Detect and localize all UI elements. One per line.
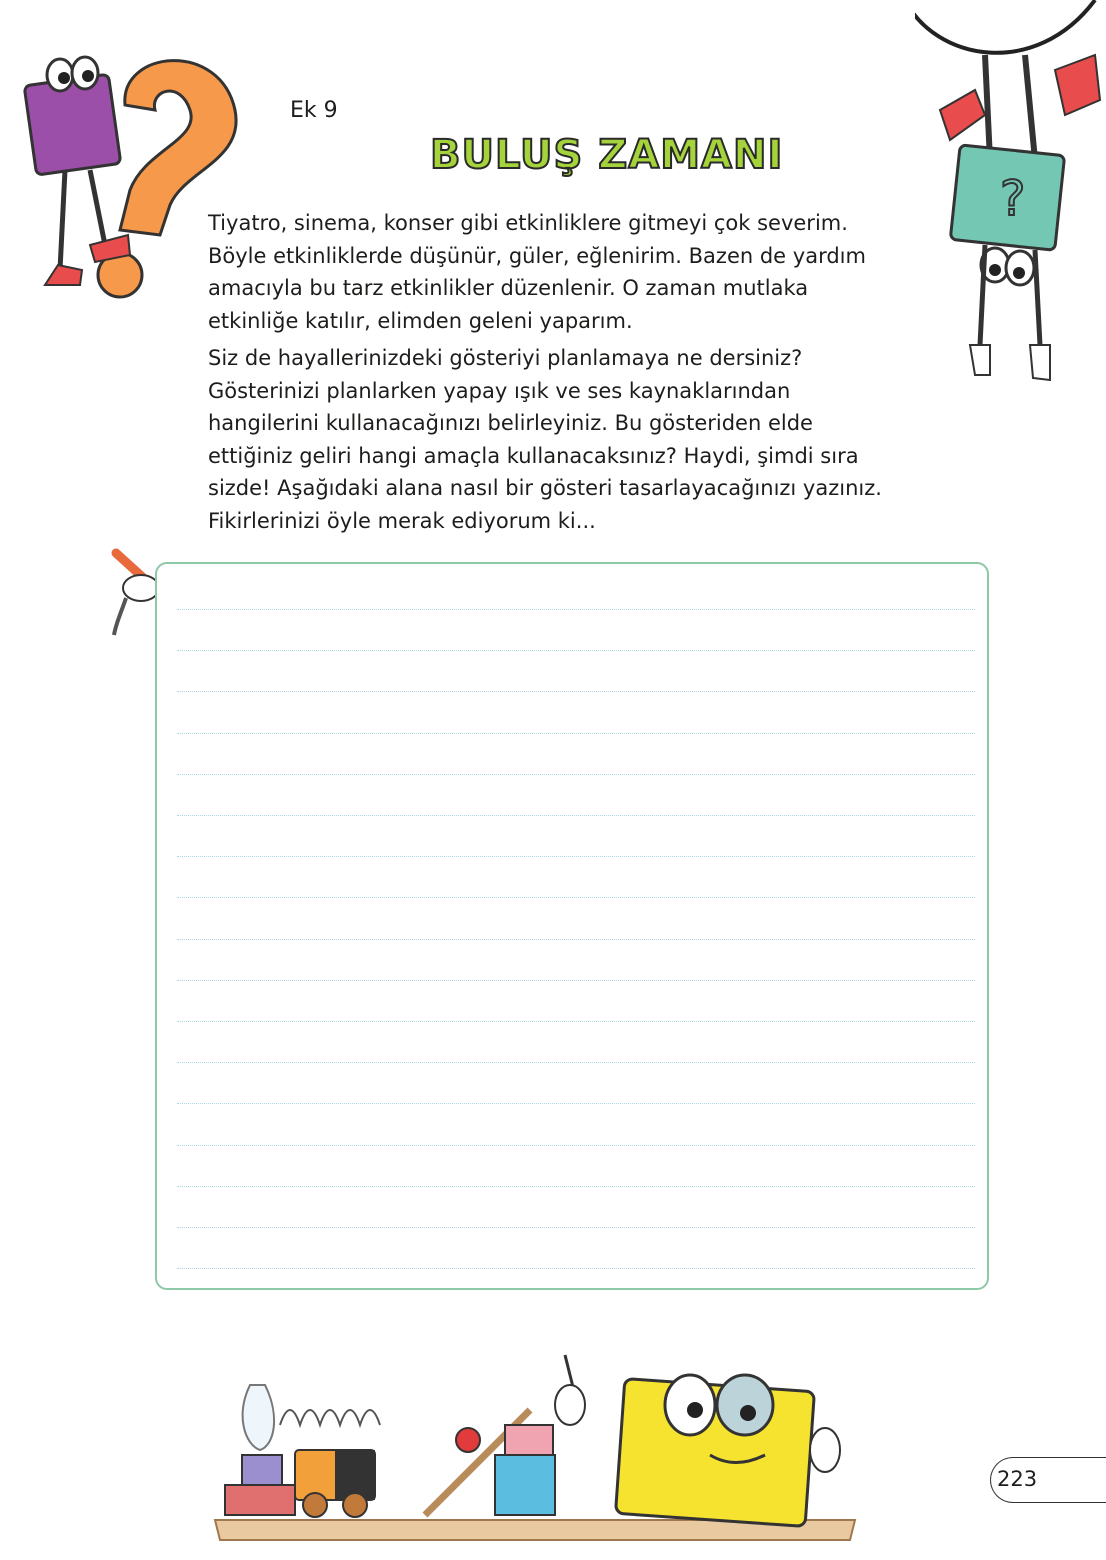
appendix-label: Ek 9: [290, 98, 338, 123]
paragraph-line: sizde! Aşağıdaki alana nasıl bir gösteri tasarlayacağınızı yazınız.: [208, 476, 882, 500]
paragraph-line: Tiyatro, sinema, konser gibi etkinliklere gitmeyi çok severim.: [208, 211, 848, 235]
writing-guide-line: [177, 691, 975, 692]
paragraph-line: Fikirlerinizi öyle merak ediyorum ki...: [208, 508, 596, 533]
writing-guide-line: [177, 733, 975, 734]
writing-guide-line: [177, 1268, 975, 1269]
writing-guide-line: [177, 774, 975, 775]
writing-guide-line: [177, 1062, 975, 1063]
writing-guide-line: [177, 856, 975, 857]
paragraph-line: Gösterinizi planlarken yapay ışık ve ses kaynaklarından: [208, 378, 791, 403]
paragraph-line: ettiğiniz geliri hangi amaçla kullanacaksınız? Haydi, şimdi sıra: [208, 443, 859, 468]
page-number: 223: [997, 1467, 1038, 1491]
paragraph-line: Böyle etkinliklerde düşünür, güler, eğlenirim. Bazen de yardım: [208, 243, 866, 268]
writing-guide-line: [177, 1145, 975, 1146]
writing-guide-line: [177, 609, 975, 610]
writing-guide-line: [177, 1021, 975, 1022]
writing-guide-line: [177, 1103, 975, 1104]
hanging-mascot-illustration: [915, 0, 1106, 390]
writing-guide-line: [177, 815, 975, 816]
svg-text:?: ?: [1000, 171, 1026, 227]
writing-guide-line: [177, 1186, 975, 1187]
writing-guide-line: [177, 1227, 975, 1228]
writing-guide-line: [177, 650, 975, 651]
intro-paragraph: [208, 207, 928, 337]
paragraph-line: amacıyla bu tarz etkinlikler düzenlenir. O zaman mutlaka: [208, 276, 809, 300]
paragraph-line: etkinliğe katılır, elimden geleni yaparım.: [208, 308, 633, 333]
science-desk-illustration: [210, 1325, 860, 1555]
paragraph-line: hangilerini kullanacağınızı belirleyiniz. Bu gösteriden elde: [208, 411, 813, 435]
instruction-paragraph: [208, 342, 928, 537]
writing-guide-line: [177, 980, 975, 981]
paragraph-line: Siz de hayallerinizdeki gösteriyi planlamaya ne dersiniz?: [208, 346, 803, 370]
writing-guide-line: [177, 939, 975, 940]
page-title: BULUŞ ZAMANI: [430, 132, 784, 178]
writing-area[interactable]: [155, 562, 989, 1290]
writing-guide-line: [177, 897, 975, 898]
